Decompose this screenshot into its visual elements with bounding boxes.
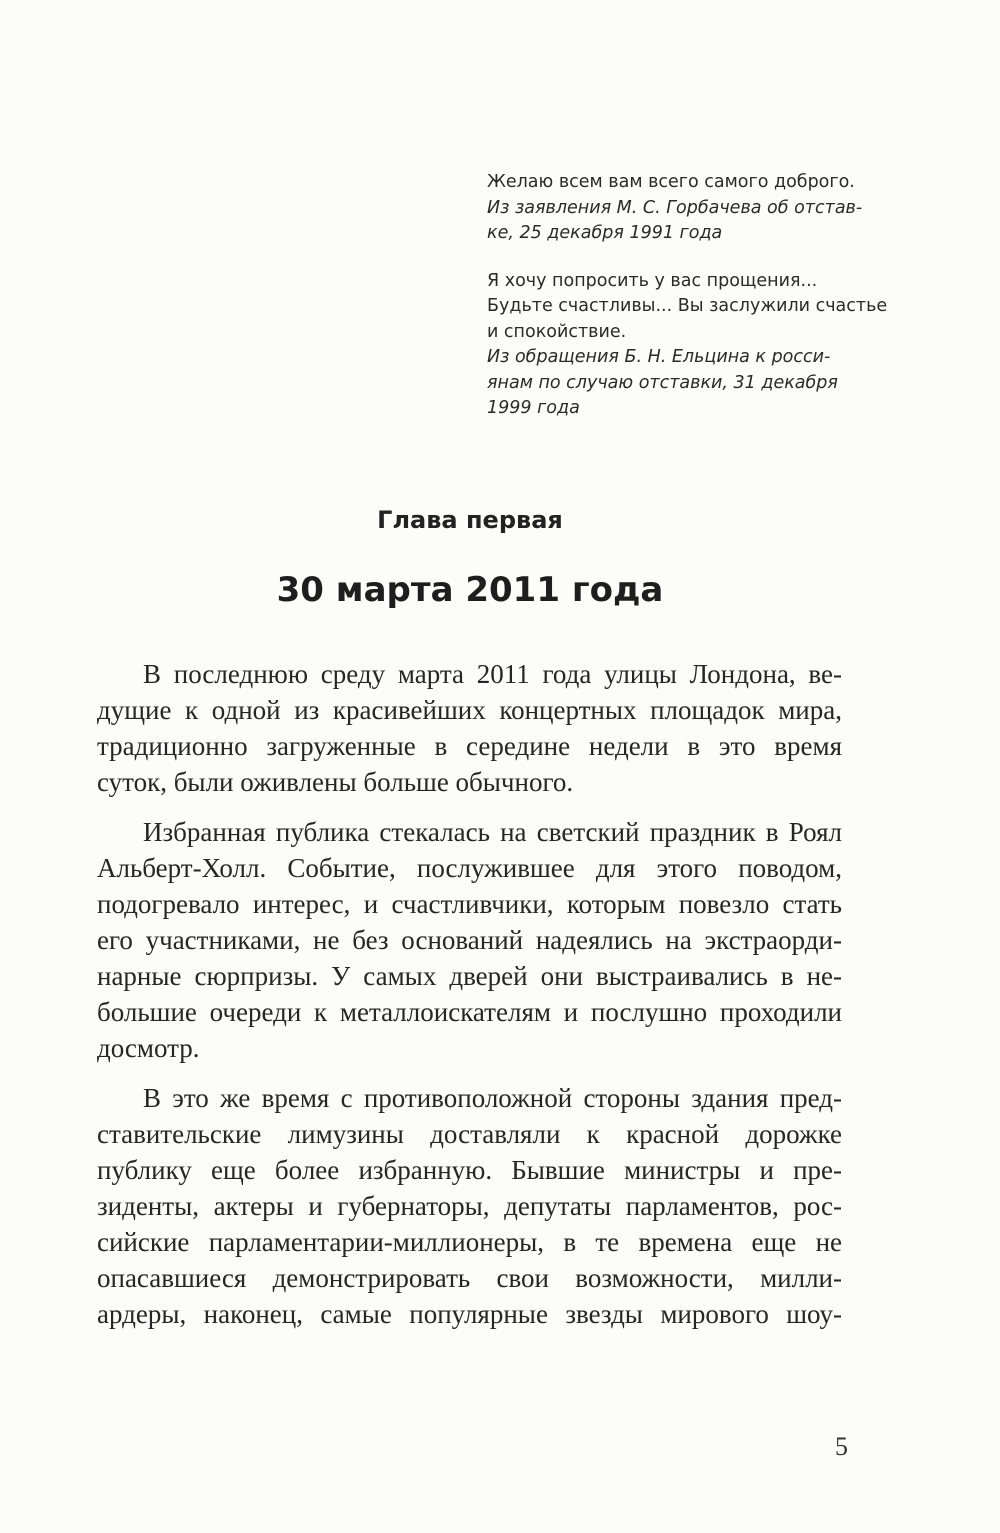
body-text	[97, 656, 842, 1346]
text-line: дущие к одной из красивейших концертных площадок мира,	[97, 695, 842, 725]
epigraph-source-line: Из обращения Б. Н. Ельцина к росси-	[487, 347, 831, 367]
text-line: Альберт-Холл. Событие, послужившее для этого поводом,	[97, 853, 842, 883]
text-line: Избранная публика стекалась на светский праздник в Роял	[143, 817, 842, 847]
epigraph-source-line: 1999 года	[487, 398, 580, 418]
epigraph-quote-line: Желаю всем вам всего самого доброго.	[487, 172, 855, 192]
paragraph-3	[97, 1080, 842, 1332]
text-line: В это же время с противоположной стороны здания пред-	[143, 1083, 842, 1113]
epigraph-quote-line: Будьте счастливы... Вы заслужили счастье	[487, 296, 888, 316]
text-line: подогревало интерес, и счастливчики, которым повезло стать	[97, 889, 842, 919]
epigraph-yeltsin	[487, 269, 888, 422]
text-line: нарные сюрпризы. У самых дверей они выстраивались в не-	[97, 961, 842, 991]
epigraph-gorbachev	[487, 170, 863, 247]
paragraph-1	[97, 656, 842, 800]
text-line: опасавшиеся демонстрировать свои возможности, милли-	[97, 1263, 842, 1293]
text-line: традиционно загруженные в середине недели в это время	[97, 731, 842, 761]
text-line: его участниками, не без оснований надеялись на экстраорди-	[97, 925, 842, 955]
paragraph-2	[97, 814, 842, 1066]
text-line: большие очереди к металлоискателям и послушно проходили	[97, 997, 842, 1027]
text-line: суток, были оживлены больше обычного.	[97, 767, 574, 797]
text-line: зиденты, актеры и губернаторы, депутаты парламентов, рос-	[97, 1191, 842, 1221]
epigraph-quote-line: Я хочу попросить у вас прощения...	[487, 270, 818, 291]
epigraph-source-line: Из заявления М. С. Горбачева об отстав-	[487, 197, 863, 218]
chapter-title: 30 марта 2011 года	[276, 570, 664, 610]
text-line: ардеры, наконец, самые популярные звезды мирового шоу-	[97, 1299, 842, 1329]
text-line: В последнюю среду марта 2011 года улицы Лондона, ве-	[143, 659, 842, 689]
epigraphs	[487, 170, 888, 444]
page-number: 5	[835, 1432, 848, 1461]
epigraph-source-line: ке, 25 декабря 1991 года	[487, 223, 723, 243]
text-line: сийские парламентарии-миллионеры, в те времена еще не	[97, 1227, 842, 1257]
text-line: ставительские лимузины доставляли к красной дорожке	[97, 1119, 842, 1149]
text-line: публику еще более избранную. Бывшие министры и пре-	[97, 1155, 842, 1185]
chapter-label: Глава первая	[377, 506, 563, 534]
epigraph-source-line: янам по случаю отставки, 31 декабря	[487, 372, 838, 393]
epigraph-quote-line: и спокойствие.	[487, 321, 627, 342]
text-line: досмотр.	[97, 1033, 200, 1063]
